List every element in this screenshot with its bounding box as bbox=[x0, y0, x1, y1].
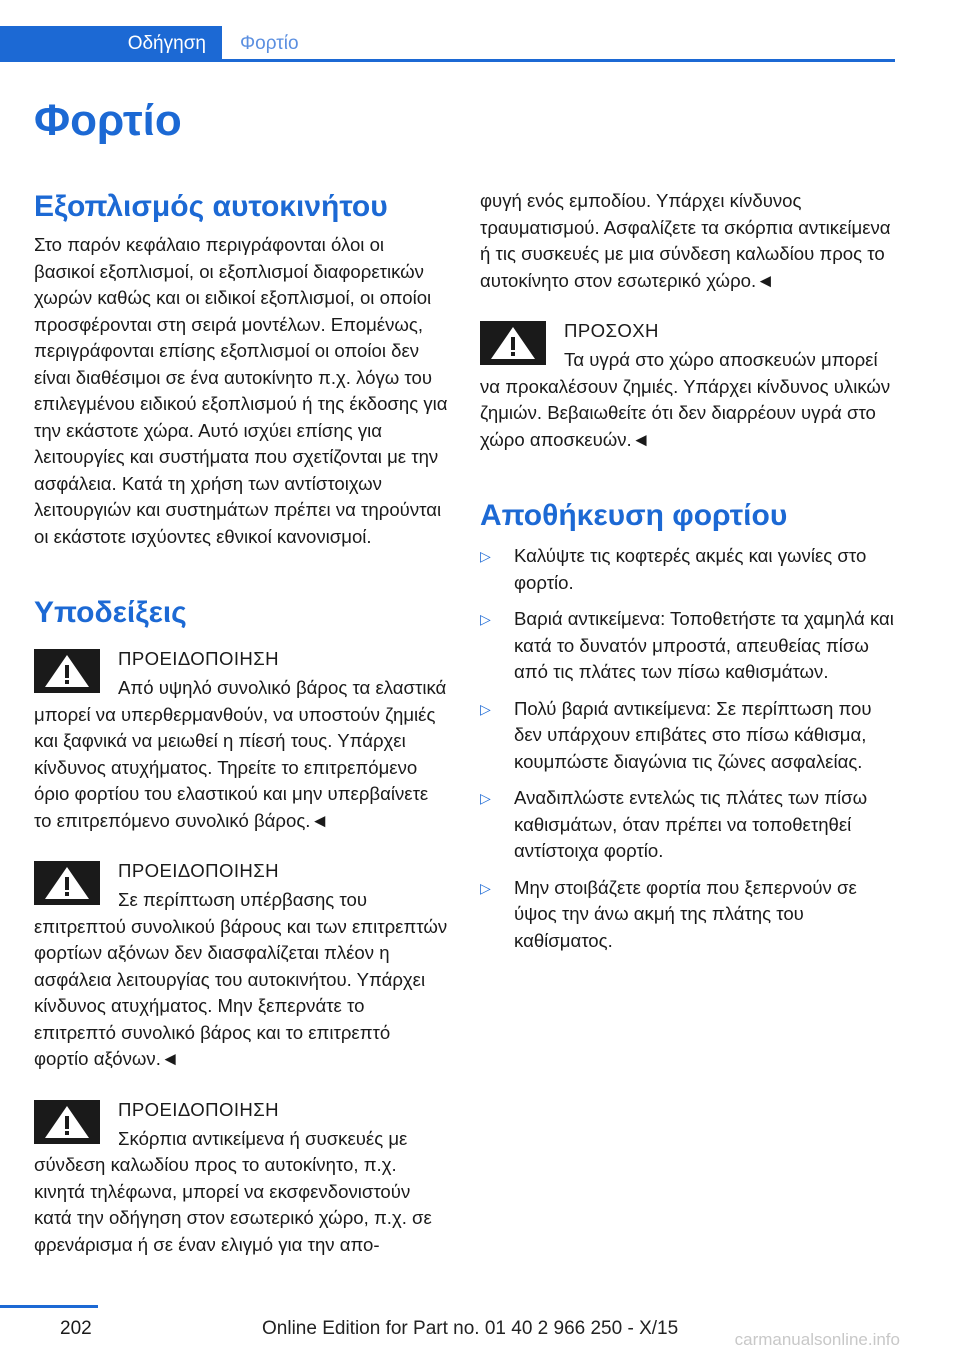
triangle-bullet-icon: ▷ bbox=[480, 879, 491, 896]
caution-label: ΠΡΟΣΟΧΗ bbox=[564, 320, 659, 341]
section-heading-equipment: Εξοπλισμός αυτοκινήτου bbox=[34, 190, 388, 223]
tab-driving[interactable]: Οδήγηση bbox=[0, 26, 222, 62]
warning-label: ΠΡΟΕΙΔΟΠΟΙΗΣΗ bbox=[118, 1098, 279, 1120]
warning-triangle-icon bbox=[34, 649, 100, 693]
triangle-bullet-icon: ▷ bbox=[480, 700, 491, 717]
list-item: ▷ Βαριά αντικείμενα: Τοποθετήστε τα χαμηλά και κατά το δυνατόν μπροστά, απευθείας πίσω από τις πλάτες των πίσω καθισμάτων. bbox=[480, 608, 894, 682]
list-item: ▷ Μην στοιβάζετε φορτία που ξεπερνούν σε ύψος την άνω ακμή της πλάτης του καθίσματος. bbox=[480, 876, 857, 951]
header-divider bbox=[0, 59, 895, 62]
caution-block bbox=[480, 318, 895, 453]
section-heading-cargo-storage: Αποθήκευση φορτίου bbox=[480, 499, 788, 532]
left-column bbox=[34, 188, 449, 1258]
caution-text: Τα υγρά στο χώρο αποσκευών μπορεί να προκαλέσουν ζημιές. Υπάρχει κίνδυνος υλικών ζημιών. Βεβαιωθείτε ότι δεν διαρρέουν υγρά στο χώρο αποσκευών.◄ bbox=[480, 349, 891, 450]
warning-block bbox=[34, 646, 449, 834]
footer-divider bbox=[0, 1305, 98, 1308]
header-tabbar bbox=[0, 26, 895, 62]
list-item: ▷ Καλύψτε τις κοφτερές ακμές και γωνίες στο φορτίο. bbox=[480, 545, 867, 593]
triangle-bullet-icon: ▷ bbox=[480, 790, 491, 806]
warning-block bbox=[34, 1097, 449, 1259]
watermark: carmanualsonline.info bbox=[734, 1330, 900, 1349]
right-column bbox=[480, 188, 895, 964]
triangle-bullet-icon: ▷ bbox=[480, 548, 491, 564]
caution-triangle-icon bbox=[480, 321, 546, 365]
section-heading-notes: Υποδείξεις bbox=[34, 596, 187, 629]
page-title: Φορτίο bbox=[34, 96, 182, 145]
warning-text: Από υψηλό συνολικό βάρος τα ελαστικά μπορεί να υπερθερμανθούν, να υποστούν ζημιές και ξαφνικά να μειωθεί η πίεσή τους. Υπάρχει κίνδυνος ατυχήματος. Τηρείτε το επιτρεπόμενο όριο φορτίου του ελαστικού και μην υπερβαίνετε το επιτρεπόμενο συνολικό βάρος.◄ bbox=[34, 677, 447, 831]
triangle-bullet-icon: ▷ bbox=[480, 611, 491, 627]
edition-text: Online Edition for Part no. 01 40 2 966 250 - X/15 bbox=[262, 1318, 679, 1339]
warning-continuation: φυγή ενός εμποδίου. Υπάρχει κίνδυνος τραυματισμού. Ασφαλίζετε τα σκόρπια αντικείμενα ή τις συσκευές με μια σύνδεση καλωδίου προς το αυτοκίνητο στον εσωτερικό χώρο.◄ bbox=[480, 190, 891, 291]
warning-triangle-icon bbox=[34, 861, 100, 905]
cargo-storage-list bbox=[480, 543, 895, 954]
warning-label: ΠΡΟΕΙΔΟΠΟΙΗΣΗ bbox=[118, 860, 279, 881]
list-item: ▷ Πολύ βαριά αντικείμενα: Σε περίπτωση που δεν υπάρχουν επιβάτες στο πίσω κάθισμα, κουμπώστε διαγώνια τις ζώνες ασφαλείας. bbox=[480, 697, 872, 772]
page-number: 202 bbox=[60, 1318, 92, 1339]
warning-text: Σκόρπια αντικείμενα ή συσκευές με σύνδεση καλωδίου προς το αυτοκίνητο, π.χ. κινητά τηλέφωνα, μπορεί να εκσφενδονιστούν κατά την οδήγηση στον εσωτερικό χώρο, π.χ. σε φρενάρισμα ή σε έναν ελιγμό για την απο- bbox=[34, 1127, 432, 1255]
warning-block bbox=[34, 858, 449, 1073]
equipment-paragraph: Στο παρόν κεφάλαιο περιγράφονται όλοι οι βασικοί εξοπλισμοί, οι εξοπλισμοί διαφορετικών χωρών καθώς και οι ειδικοί εξοπλισμοί, οι οποίοι προσφέρονται στη σειρά μοντέλων. Επομένως, περιγράφονται επίσης εξοπλισμοί οι οποίοι δεν είναι διαθέσιμοι σε ένα αυτοκίνητο π.χ. λόγω του επιλεγμένου ειδικού εξοπλισμού ή της έκδοσης για την εκάστοτε χώρα. Αυτό ισχύει επίσης για λειτουργίες και συστήματα που σχετίζονται με την ασφάλεια. Κατά τη χρήση των αντίστοιχων λειτουργιών και συστημάτων πρέπει να τηρούνται οι εκάστοτε ισχύοντες εθνικοί κανονισμοί. bbox=[34, 234, 448, 547]
tab-cargo[interactable]: Φορτίο bbox=[240, 33, 299, 54]
warning-label: ΠΡΟΕΙΔΟΠΟΙΗΣΗ bbox=[118, 648, 279, 669]
warning-triangle-icon bbox=[34, 1100, 100, 1144]
list-item: ▷ Αναδιπλώστε εντελώς τις πλάτες των πίσω καθισμάτων, όταν πρέπει να τοποθετηθεί αντίστοιχα φορτίο. bbox=[480, 787, 868, 861]
warning-text: Σε περίπτωση υπέρβασης του επιτρεπτού συνολικού βάρους και των επιτρεπτών φορτίων αξόνων δεν διασφαλίζεται πλέον η ασφάλεια λειτουργίας του αυτοκινήτου. Υπάρχει κίνδυνος ατυχήματος. Μην ξεπερνάτε το επιτρεπτό συνολικό βάρος και το επιτρεπτό φορτίο αξόνων.◄ bbox=[34, 889, 448, 1069]
